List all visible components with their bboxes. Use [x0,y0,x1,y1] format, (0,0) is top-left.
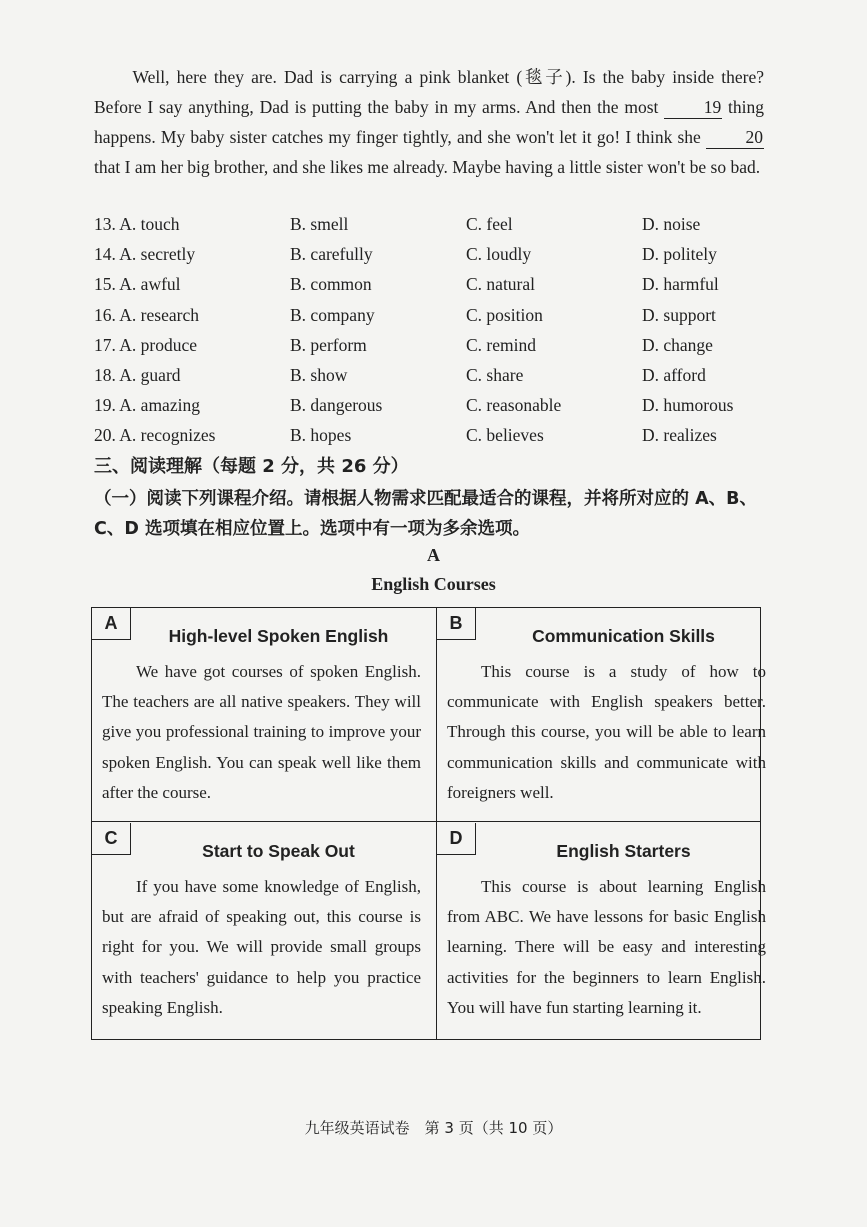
course-letter: C [92,823,131,855]
option-c: C. reasonable [466,395,562,415]
option-b: B. perform [290,335,367,355]
option-row-14 [94,244,774,274]
option-d: D. afford [642,365,706,385]
part-letter: A [427,545,440,565]
option-a: 13. A. touch [94,214,180,234]
option-row-18 [94,365,774,395]
course-title: Start to Speak Out [202,841,355,861]
option-c: C. position [466,305,543,325]
option-b: B. common [290,274,372,294]
option-d: D. realizes [642,425,717,445]
course-title: Communication Skills [532,626,715,646]
course-card-a [92,608,427,821]
course-letter: B [437,608,476,640]
section-title: 三、阅读理解（每题 2 分，共 26 分） [94,456,409,477]
option-a: 17. A. produce [94,335,198,355]
table-divider-horizontal [92,821,760,822]
option-b: B. smell [290,214,349,234]
option-c: C. remind [466,335,536,355]
option-b: B. hopes [290,425,352,445]
option-a: 18. A. guard [94,365,181,385]
option-row-16 [94,305,774,335]
option-row-19 [94,395,774,425]
course-letter: D [437,823,476,855]
page-footer: 九年级英语试卷 第 3 页（共 10 页） [304,1119,563,1137]
option-d: D. noise [642,214,701,234]
option-row-13 [94,214,774,244]
course-description: This course is about learning English from ABC. We have lessons for basic English learning. There will be easy and interesting activities for the beginners to learn English. You will have fun starting learning it. [447,877,766,1017]
courses-table [91,607,766,1040]
option-d: D. humorous [642,395,734,415]
blank-20: 20 [706,126,764,149]
option-c: C. natural [466,274,536,294]
option-a: 20. A. recognizes [94,425,216,445]
option-b: B. show [290,365,348,385]
courses-heading: English Courses [371,574,496,594]
course-card-d [437,823,772,1039]
option-row-15 [94,274,774,304]
option-c: C. feel [466,214,513,234]
course-description: If you have some knowledge of English, but are afraid of speaking out, this course is right for you. We will provide small groups with teachers' guidance to help you practice speaking English. [102,877,421,1017]
passage-line-1: Well, here they are. Dad is carrying a pink blanket (毯子). Is the baby inside there? Before I say anything, Dad is putting the baby in my arms. And then the most 19 thing happens. My baby sister catches my finger tightly, and she won't let it go! I think she 20 that I am her big brother, and she likes me already. Maybe having a little sister won't be so bad. [94,67,765,177]
course-description: This course is a study of how to communicate with English speakers better. Through this course, you will be able to learn communication skills and communicate with foreigners well. [447,662,766,802]
course-title: High-level Spoken English [168,626,389,646]
option-d: D. support [642,305,716,325]
course-card-b [437,608,772,821]
option-d: D. harmful [642,274,719,294]
option-c: C. believes [466,425,544,445]
course-card-c [92,823,427,1039]
option-a: 14. A. secretly [94,244,196,264]
option-row-17 [94,335,774,365]
option-b: B. dangerous [290,395,383,415]
option-a: 19. A. amazing [94,395,200,415]
course-letter: A [92,608,131,640]
course-title: English Starters [556,841,691,861]
option-b: B. carefully [290,244,373,264]
section-instructions: （一）阅读下列课程介绍。请根据人物需求匹配最适合的课程，并将所对应的 A、B、C、D 选项填在相应位置上。选项中有一项为多余选项。 [94,489,757,539]
option-row-20 [94,425,774,455]
course-description: We have got courses of spoken English. The teachers are all native speakers. They will give you professional training to improve your spoken English. You can speak well like them after the course. [102,662,421,802]
option-c: C. share [466,365,524,385]
option-c: C. loudly [466,244,532,264]
option-d: D. change [642,335,713,355]
option-a: 15. A. awful [94,274,181,294]
option-d: D. politely [642,244,717,264]
blank-19: 19 [664,96,722,119]
option-b: B. company [290,305,375,325]
option-a: 16. A. research [94,305,199,325]
